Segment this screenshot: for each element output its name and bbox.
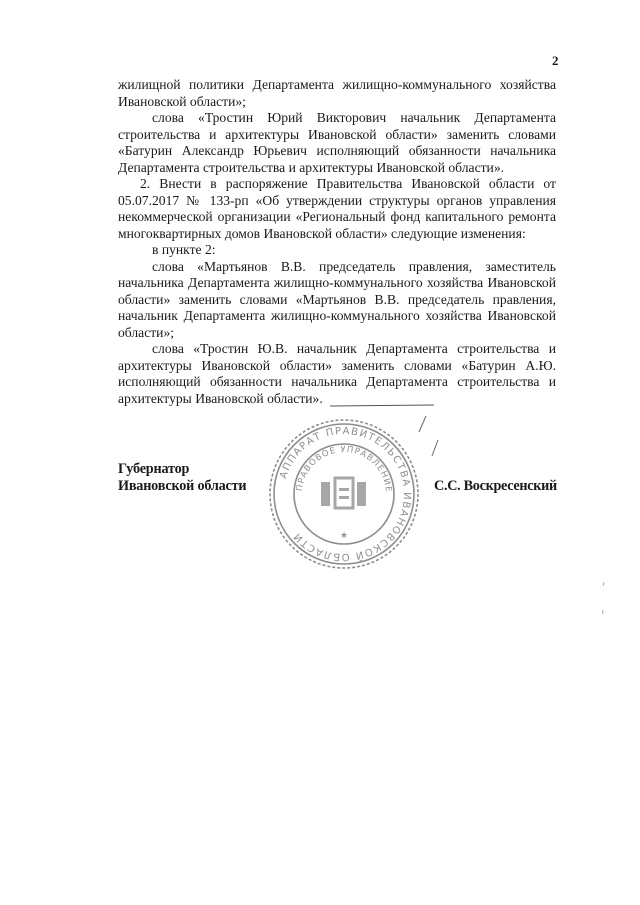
signature-title-line2: Ивановской области	[118, 478, 247, 494]
signature-title	[118, 461, 246, 495]
paragraph-4: в пункте 2:	[152, 242, 216, 257]
official-stamp	[251, 416, 437, 572]
paragraph-6: слова «Тростин Ю.В. начальник Департамента строительства и архитектуры Ивановской области» заменить словами «Батурин А.Ю. исполняющий обязанности начальника Департамента строительства и архитектуры Ивановской области».	[118, 341, 556, 406]
stamp-outer-text: АППАРАТ ПРАВИТЕЛЬСТВА ИВАНОВСКОЙ ОБЛАСТИ	[278, 425, 413, 563]
paragraph-2: слова «Тростин Юрий Викторович начальник Департамента строительства и архитектуры Ивановской области» заменить словами «Батурин Александр Юрьевич исполняющий обязанности начальника Департамента строительства и архитектуры Ивановской области».	[118, 110, 556, 175]
paragraph-3: 2. Внести в распоряжение Правительства Ивановской области от 05.07.2017 № 133-рп «Об утверждении структуры органов управления некоммерческой организации «Региональный фонд капитального ремонта многоквартирных домов Ивановской области» следующие изменения:	[118, 176, 556, 241]
handwritten-signature	[412, 412, 442, 462]
signature-title-line1: Губернатор	[118, 461, 190, 477]
page-number: 2	[552, 53, 559, 68]
paragraph-5: слова «Мартьянов В.В. председатель правления, заместитель начальника Департамента жилищно-коммунального хозяйства Ивановской области» заменить словами «Мартьянов В.В. председатель правления, начальник Департамента жилищно-коммунального хозяйства Ивановской области»;	[118, 258, 556, 340]
stamp-star-icon: ★	[339, 531, 349, 541]
margin-tick-mark	[600, 580, 608, 620]
document-body	[118, 77, 556, 407]
signature-name: С.С. Воскресенский	[434, 478, 557, 494]
paragraph-1: жилищной политики Департамента жилищно-коммунального хозяйства Ивановской области»;	[118, 77, 556, 109]
stamp-inner-text: ПРАВОВОЕ УПРАВЛЕНИЕ	[294, 444, 394, 494]
stamp-emblem-icon	[321, 478, 366, 508]
